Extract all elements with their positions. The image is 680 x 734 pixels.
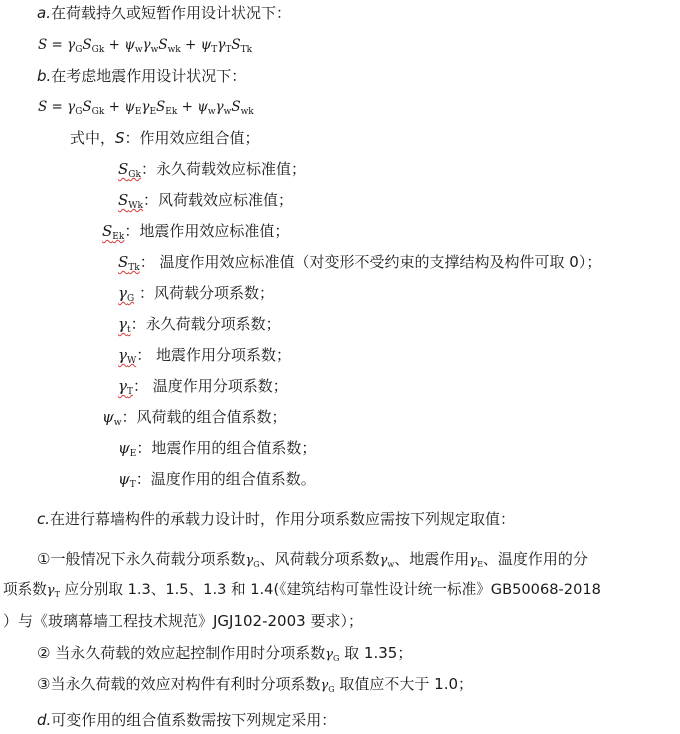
- rule-1-text: 、地震作用: [394, 550, 470, 568]
- def-text: ：地震作用效应标准值；: [124, 222, 290, 240]
- def-text: ： 温度作用效应标准值（对变形不受约束的支撑结构及构件可取 0）；: [139, 253, 602, 271]
- def-symbol: $\gamma_T$: [118, 377, 133, 397]
- def-psi-t: [118, 469, 316, 495]
- section-c-heading: [37, 509, 515, 529]
- def-text: ：风荷载效应标准值；: [143, 191, 294, 209]
- def-gamma-t: [118, 314, 281, 340]
- def-psi-e: [118, 438, 316, 464]
- def-text: ： 地震作用分项系数；: [136, 346, 292, 364]
- formula-a: $S = \gamma_GS_{Gk} + \psi_w\gamma_wS_{wk} + \psi_T\gamma_TS_{Tk}$: [38, 37, 253, 55]
- def-text: ： 温度作用分项系数；: [132, 377, 288, 395]
- rule-1-text: 应分别取 1.3、1.5、1.3 和 1.4(《建筑结构可靠性设计统一标准》GB50068-2018: [59, 581, 601, 598]
- section-a-heading: [37, 3, 291, 23]
- def-symbol: $S_{Ek}$: [102, 222, 125, 242]
- rule-3-text: 取值应不大于 1.0；: [334, 675, 474, 693]
- rule-2-text: ② 当永久荷载的效应起控制作用时分项系数: [37, 644, 326, 662]
- gamma-symbol: $\gamma_T$: [46, 583, 60, 599]
- section-a-letter: a.: [37, 4, 51, 22]
- section-b-text: 在考虑地震作用设计状况下：: [51, 67, 247, 85]
- def-symbol: $S_{Gk}$: [118, 160, 141, 180]
- def-text: ：永久荷载效应标准值；: [140, 160, 306, 178]
- def-text: ：永久荷载分项系数；: [130, 315, 281, 333]
- section-d-heading: [37, 710, 336, 730]
- rule-1-text: 项系数: [3, 581, 47, 598]
- def-text: ：风荷载分项系数；: [134, 284, 274, 302]
- section-a-text: 在荷载持久或短暂作用设计状况下：: [50, 4, 291, 22]
- rule-1-line-3: [3, 611, 363, 631]
- section-c-letter: c.: [37, 510, 51, 528]
- section-c-text: 在进行幕墙构件的承载力设计时，作用分项系数应需按下列规定取值：: [50, 510, 516, 528]
- rule-1-text: 、温度作用的分: [482, 550, 588, 568]
- def-text: ：地震作用的组合值系数；: [136, 439, 317, 457]
- gamma-symbol: $\gamma_G$: [325, 647, 340, 663]
- rule-1-line-2: [3, 580, 601, 605]
- def-symbol: $\psi_E$: [118, 439, 137, 459]
- def-text: ：温度作用的组合值系数。: [135, 470, 316, 488]
- def-gamma-g: [118, 283, 274, 309]
- section-b-heading: [37, 66, 246, 86]
- def-psi-w: [102, 407, 287, 433]
- def-symbol: $\psi_w$: [102, 408, 122, 428]
- def-symbol: $S_{Wk}$: [118, 191, 143, 211]
- gamma-symbol: $\gamma_E$: [469, 553, 483, 569]
- def-text: ：风荷载的组合值系数；: [121, 408, 287, 426]
- def-gamma-temp: [118, 376, 288, 402]
- def-stk: [118, 252, 601, 278]
- def-swk: [118, 190, 293, 216]
- rule-1-line-1: [37, 549, 588, 575]
- def-symbol: $\gamma_W$: [118, 346, 137, 366]
- section-d-text: 可变作用的组合值系数需按下列规定采用：: [51, 711, 337, 729]
- def-sek: [102, 221, 289, 247]
- def-symbol: $\gamma_G$: [118, 284, 135, 304]
- gamma-symbol: $\gamma_G$: [320, 678, 335, 694]
- rule-3: [37, 674, 473, 700]
- rule-1-text: ）与《玻璃幕墙工程技术规范》JGJ102-2003 要求）；: [3, 612, 363, 630]
- rule-2: [37, 643, 412, 669]
- def-symbol: $\psi_T$: [118, 470, 136, 490]
- where-text: ：作用效应组合值；: [124, 129, 260, 147]
- where-prefix: 式中，: [70, 129, 116, 147]
- gamma-symbol: $\gamma_w$: [379, 553, 395, 569]
- def-sgk: [118, 159, 306, 185]
- def-symbol: $S_{Tk}$: [118, 253, 140, 273]
- rule-2-text: 取 1.35；: [339, 644, 413, 662]
- formula-b: $S = \gamma_GS_{Gk} + \psi_E\gamma_ES_{Ek} + \psi_w\gamma_wS_{wk}$: [38, 99, 254, 117]
- def-symbol: $\gamma_t$: [118, 315, 131, 335]
- section-d-letter: d.: [37, 711, 52, 729]
- where-line: [70, 128, 260, 148]
- rule-1-text: 、风荷载分项系数: [259, 550, 380, 568]
- gamma-symbol: $\gamma_G$: [245, 553, 260, 569]
- where-symbol: S: [115, 129, 125, 147]
- def-gamma-w: [118, 345, 291, 371]
- rule-3-text: ③当永久荷载的效应对构件有利时分项系数: [37, 675, 321, 693]
- rule-1-text: ①一般情况下永久荷载分项系数: [37, 550, 246, 568]
- section-b-letter: b.: [37, 67, 52, 85]
